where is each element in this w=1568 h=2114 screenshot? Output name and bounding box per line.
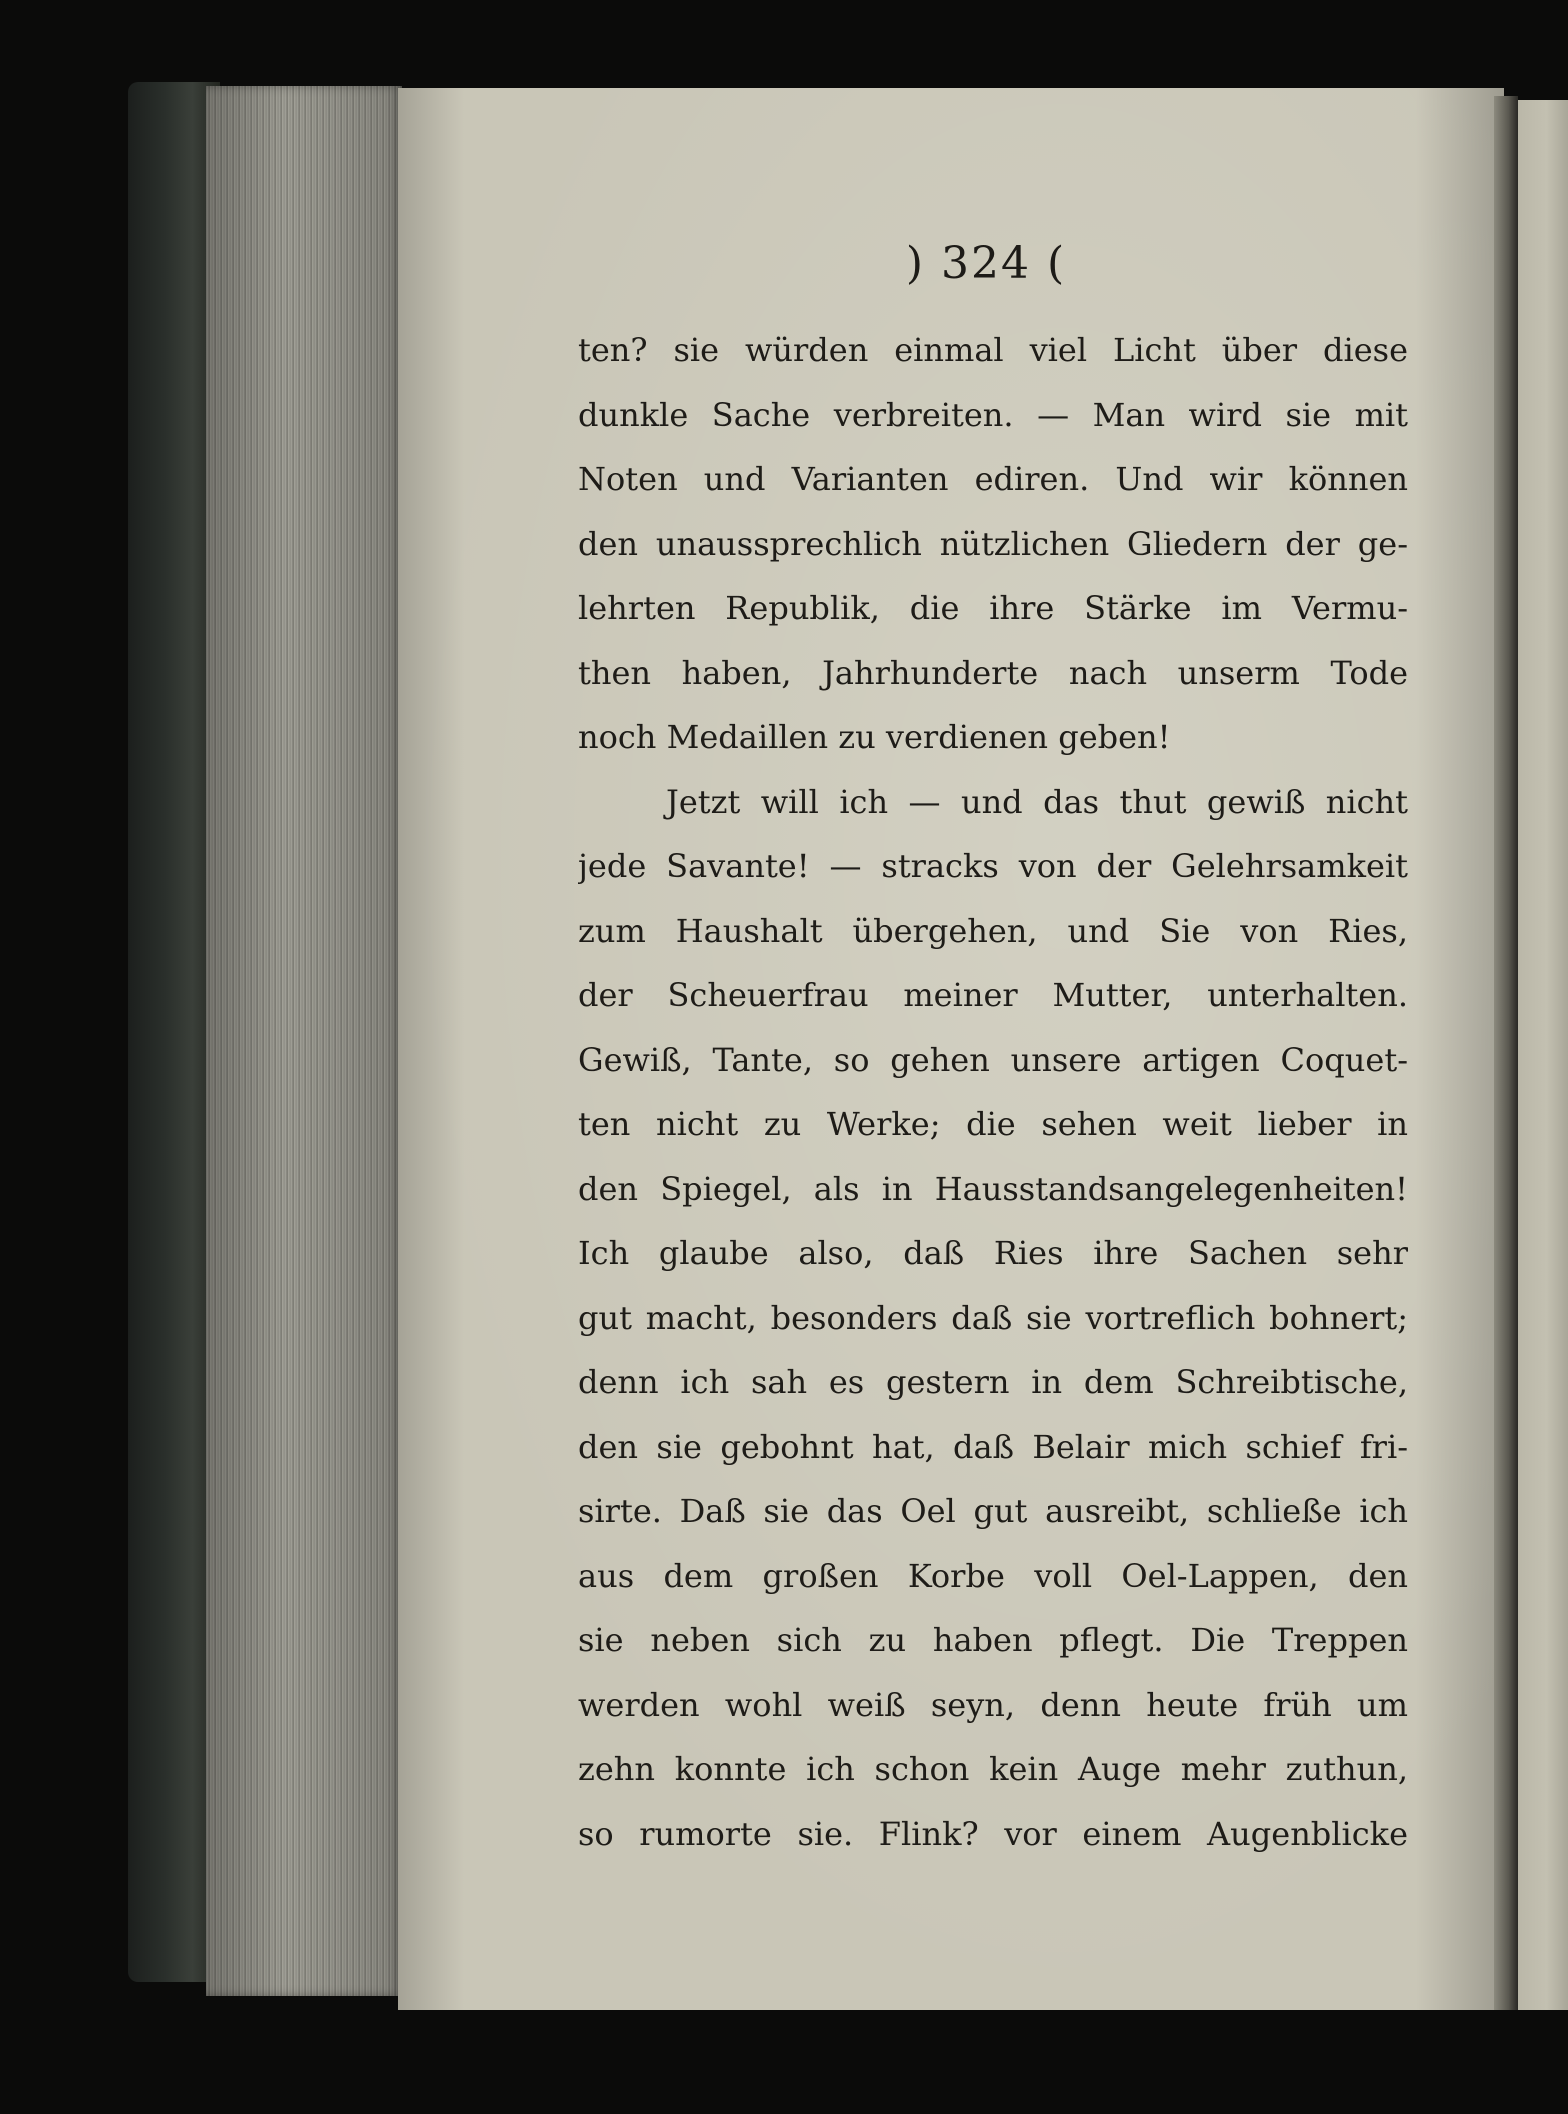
- page-stack-shadow: [206, 86, 402, 1996]
- text-line: Noten und Varianten ediren. Und wir können: [578, 460, 1408, 498]
- book-gutter: [1494, 96, 1518, 2016]
- text-line: aus dem großen Korbe voll Oel-Lappen, den: [578, 1556, 1408, 1595]
- text-line: then haben, Jahrhunderte nach unserm Tode: [578, 653, 1408, 692]
- text-line: Gewiß, Tante, so gehen unsere artigen Coquet-: [578, 1040, 1408, 1079]
- text-line: Jetzt will ich — und das thut gewiß nicht: [666, 782, 1408, 821]
- text-line: gut macht, besonders daß sie vortreflich bohnert;: [578, 1298, 1408, 1337]
- text-line: ten nicht zu Werke; die sehen weit lieber in: [578, 1105, 1408, 1143]
- text-line: so rumorte sie. Flink? vor einem Augenblicke: [578, 1814, 1408, 1853]
- page-number: ) 324 (: [905, 238, 1067, 289]
- text-line: sirte. Daß sie das Oel gut ausreibt, schließe ich: [578, 1492, 1408, 1530]
- text-line: denn ich sah es gestern in dem Schreibtische,: [578, 1363, 1408, 1401]
- text-line: Ich glaube also, daß Ries ihre Sachen sehr: [578, 1234, 1408, 1272]
- text-line: dunkle Sache verbreiten. — Man wird sie mit: [578, 395, 1408, 434]
- text-line: den sie gebohnt hat, daß Belair mich schief fri-: [578, 1427, 1408, 1466]
- text-line: den unaussprechlich nützlichen Gliedern der ge-: [578, 524, 1408, 563]
- text-line: noch Medaillen zu verdienen geben!: [578, 718, 1171, 756]
- text-line: werden wohl weiß seyn, denn heute früh um: [578, 1685, 1408, 1724]
- text-line: lehrten Republik, die ihre Stärke im Vermu-: [578, 589, 1408, 627]
- background-shadow: [128, 2010, 1568, 2114]
- text-line: zehn konnte ich schon kein Auge mehr zuthun,: [578, 1750, 1408, 1788]
- text-line: den Spiegel, als in Hausstandsangelegenheiten!: [578, 1169, 1408, 1208]
- text-line: sie neben sich zu haben pflegt. Die Treppen: [578, 1621, 1408, 1659]
- page-text: [578, 318, 1408, 1866]
- text-line: zum Haushalt übergehen, und Sie von Ries,: [578, 911, 1408, 950]
- text-line: der Scheuerfrau meiner Mutter, unterhalten.: [578, 976, 1408, 1014]
- text-line: jede Savante! — stracks von der Gelehrsamkeit: [578, 847, 1408, 885]
- facing-page-edge: [1514, 100, 1568, 2030]
- text-line: ten? sie würden einmal viel Licht über diese: [578, 331, 1408, 369]
